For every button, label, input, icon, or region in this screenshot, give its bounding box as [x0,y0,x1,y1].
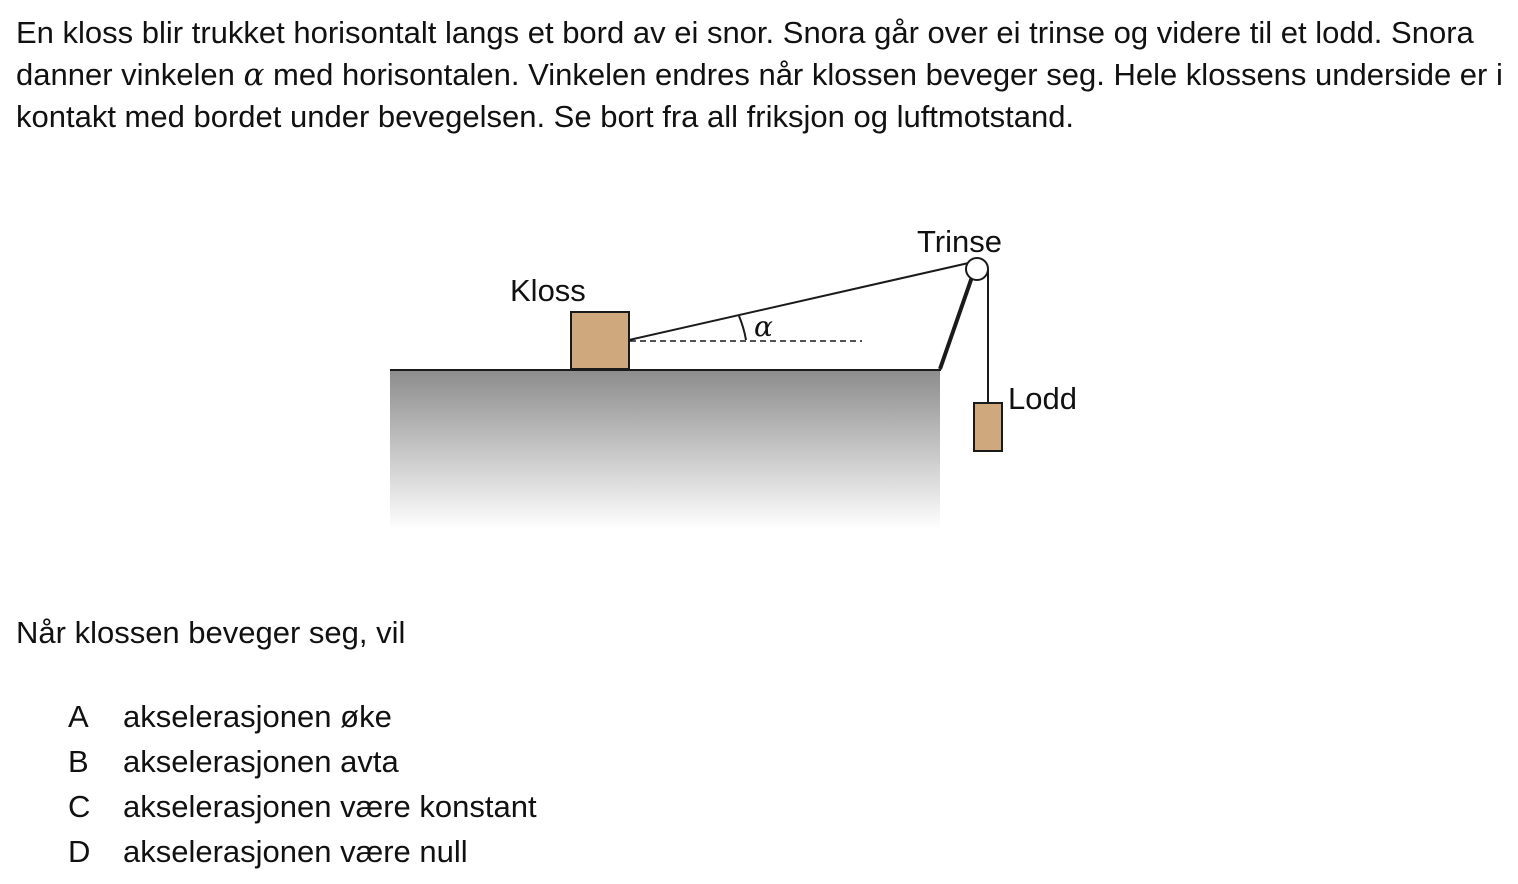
option-c-text: akselerasjonen være konstant [123,789,537,824]
option-a-text: akselerasjonen øke [123,699,392,734]
option-b-text: akselerasjonen avta [123,744,399,779]
option-b[interactable] [68,741,537,786]
string-to-pulley [629,262,973,340]
angle-alpha-label: α [754,310,773,343]
question-stem: Når klossen beveger seg, vil [16,615,406,650]
option-d-text: akselerasjonen være null [123,834,468,869]
problem-text-part2: med horisontalen. Vinkelen endres når klossen beveger seg. Hele klossens underside er i kontakt med bordet under bevegelsen. Se bort fra all friksjon og luftmotstand. [16,57,1503,134]
pulley-support [940,277,972,369]
lodd-label: Lodd [1008,381,1077,416]
hanging-weight [974,403,1002,451]
angle-arc [739,316,746,340]
option-c[interactable] [68,786,537,831]
trinse-label: Trinse [917,224,1002,259]
table [390,370,940,530]
option-c-letter: C [68,789,91,824]
option-a-letter: A [68,699,89,734]
option-a[interactable] [68,696,537,741]
block [571,312,629,369]
option-d[interactable] [68,831,537,876]
answer-options [68,696,537,876]
option-b-letter: B [68,744,89,779]
problem-text-part1: En kloss blir trukket horisontalt langs et bord av ei snor. Snora går over ei trinse og videre til et lodd. Snora danner vinkelen [16,15,1474,92]
kloss-label: Kloss [510,273,586,308]
alpha-symbol: α [243,57,265,93]
option-d-letter: D [68,834,91,869]
pulley [966,258,988,280]
